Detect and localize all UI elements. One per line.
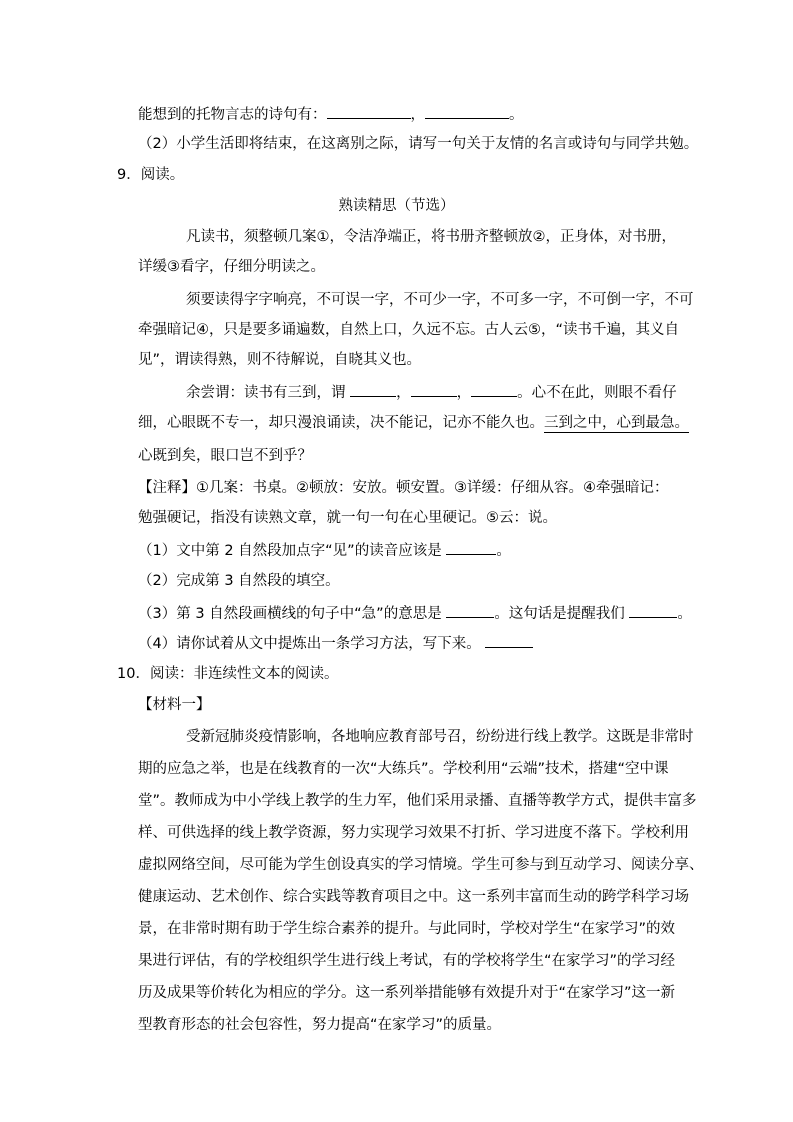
answer-blank[interactable]	[425, 104, 509, 119]
paragraph-3-text: 细，心眼既不专一，却只漫浪诵读，决不能记，记亦不能久也。	[138, 415, 544, 431]
sub-question-4	[138, 633, 533, 654]
period: 。	[496, 543, 511, 559]
answer-blank[interactable]	[327, 104, 411, 119]
poem-question-line	[138, 104, 524, 125]
sub-question-text: （1）文中第 2 自然段加点字“见”的读音应该是	[138, 543, 442, 559]
comma: ，	[456, 385, 472, 401]
material-line: 受新冠肺炎疫情影响，各地响应教育部号召，纷纷进行线上教学。这既是非常时	[186, 729, 694, 745]
comma: ，	[396, 385, 411, 401]
underlined-sentence: 三到之中，心到最急。	[544, 415, 689, 431]
answer-blank[interactable]	[629, 603, 677, 618]
paragraph-2-line-3: 见”，谓读得熟，则不待解说，自晓其义也。	[138, 352, 422, 368]
sub-question-2: （2）完成第 3 自然段的填空。	[138, 573, 340, 589]
material-line: 堂”。教师成为中小学线上教学的生力军，他们采用录播、直播等教学方式，提供丰富多	[138, 793, 697, 809]
material-one-label: 【材料一】	[138, 697, 211, 713]
material-line: 样、可供选择的线上教学资源，努力实现学习效果不打折、学习进度不落下。学校利用	[138, 825, 689, 841]
sub-question-1	[138, 540, 511, 561]
notes-line-2: 勉强硬记，指没有读熟文章，就一句一句在心里硬记。⑤云：说。	[138, 510, 557, 526]
period: 。	[509, 107, 524, 123]
paragraph-3-line-1	[186, 382, 677, 403]
question-9-heading: 9．阅读。	[117, 167, 185, 183]
sub-question-3	[138, 603, 692, 624]
sub-question-text: （4）请你试着从文中提炼出一条学习方法，写下来。	[138, 636, 481, 652]
passage-title: 熟读精思（节选）	[338, 198, 455, 214]
question-10-heading: 10．阅读：非连续性文本的阅读。	[117, 666, 339, 682]
sub-question-text: 。这句话是提醒我们	[494, 606, 625, 622]
paragraph-2-line-2: 牵强暗记④，只是要多诵遍数，自然上口，久远不忘。古人云⑤，“读书千遍，其义自	[138, 322, 680, 338]
paragraph-3-text: 。心不在此，则眼不看仔	[517, 385, 677, 401]
material-line: 期的应急之举，也是在线教育的一次“大练兵”。学校利用“云端”技术，搭建“空中课	[138, 761, 669, 777]
material-line: 历及成果等价转化为相应的学分。这一系列举措能够有效提升对于“在家学习”这一新	[138, 985, 676, 1001]
notes-line-1: 【注释】①几案：书桌。②顿放：安放。顿安置。③详缓：仔细从容。④牵强暗记：	[138, 480, 669, 496]
answer-blank[interactable]	[411, 382, 457, 397]
period: 。	[677, 606, 692, 622]
sub-question-text: （3）第 3 自然段画横线的句子中“急”的意思是	[138, 606, 442, 622]
paragraph-3-text: 余尝谓：读书有三到，谓	[186, 385, 346, 401]
answer-blank[interactable]	[446, 603, 494, 618]
paragraph-2-line-1: 须要读得字字响亮，不可误一字，不可少一字，不可多一字，不可倒一字，不可	[186, 292, 694, 308]
answer-blank[interactable]	[485, 633, 533, 648]
answer-blank[interactable]	[350, 382, 396, 397]
material-line: 景，在非常时期有助于学生综合素养的提升。与此同时，学校对学生“在家学习”的效	[138, 921, 676, 937]
material-line: 健康运动、艺术创作、综合实践等教育项目之中。这一系列丰富而生动的跨学科学习场	[138, 889, 689, 905]
material-line: 果进行评估，有的学校组织学生进行线上考试，有的学校将学生“在家学习”的学习经	[138, 953, 676, 969]
paragraph-3-line-3: 心既到矣，眼口岂不到乎？	[138, 448, 312, 464]
answer-blank[interactable]	[471, 382, 517, 397]
paragraph-1-line-1: 凡读书，须整顿几案①，令洁净端正，将书册齐整顿放②，正身体，对书册，	[186, 229, 676, 245]
material-line: 型教育形态的社会包容性，努力提高“在家学习”的质量。	[138, 1017, 502, 1033]
paragraph-1-line-2: 详缓③看字，仔细分明读之。	[138, 259, 325, 275]
comma: ，	[410, 107, 425, 123]
paragraph-3-line-2	[138, 413, 689, 433]
answer-blank[interactable]	[446, 540, 496, 555]
material-line: 虚拟网络空间，尽可能为学生创设真实的学习情境。学生可参与到互动学习、阅读分享、	[138, 857, 704, 873]
poem-question-text: 能想到的托物言志的诗句有：	[138, 107, 327, 123]
question-2: （2）小学生活即将结束，在这离别之际，请写一句关于友情的名言或诗句与同学共勉。	[138, 136, 699, 152]
